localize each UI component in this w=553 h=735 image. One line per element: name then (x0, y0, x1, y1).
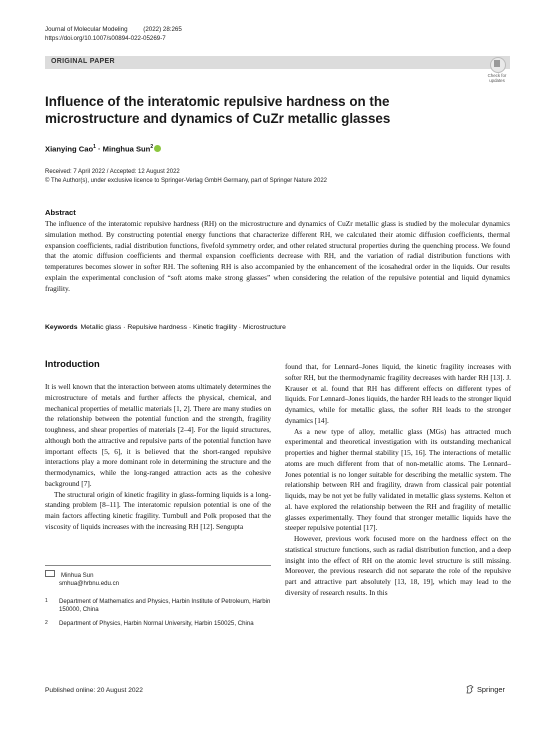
orcid-icon[interactable] (154, 145, 161, 152)
article-dates (45, 168, 327, 186)
affiliation-2 (45, 620, 259, 628)
affiliation-1-number: 1 (45, 598, 48, 604)
intro-paragraph-4: As a new type of alloy, metallic glass (MGs) has attracted much experimental and theoretical investigation with its outstanding mechanical properties and higher thermal stability [15, 16]. The interactions of metallic atoms are much different from that of non-metallic atoms. The Lennard–Jones potential is no longer suitable for describing the metallic system. The relationship between RH and fragility, drawn from classical pair potential liquids, may be not yet be fully validated in metallic glass systems. Kelton et al. have explored the relationship between the RH and fragility of metallic glasses experimentally. They found that stronger metallic liquids have the steeper repulsive potential [17]. (285, 426, 511, 533)
intro-paragraph-2: The structural origin of kinetic fragility in glass-forming liquids is a long-standing problem [8–11]. The interatomic repulsion potential is one of the main factors affecting kinetic fragility. Turnbull and Polk proposed that the viscosity of liquids increases with the increasing RH [12]. Sengupta (45, 489, 271, 531)
footnote-rule (45, 565, 271, 566)
introduction-heading: Introduction (45, 358, 100, 369)
publisher-logo[interactable] (466, 685, 505, 694)
intro-paragraph-1: It is well known that the interaction between atoms ultimately determines the microstructure of metals and further affects the physical, chemical, and mechanical properties of metallic materials [1, 2]. There are many studies on the relationship between the potential function and the strength, fragility toughness, and shear properties of materials [2–4]. For the liquid structures, although both the attractive and repulsive parts of the potential function have important effects [5, 6], it is believed that the short-ranged repulsive interactions play a more dominant role in determining the structure and the thermodynamics, while the long-ranged attraction acts as the cohesive background [7]. (45, 382, 271, 488)
publisher-name: Springer (477, 685, 505, 694)
published-online: Published online: 20 August 2022 (45, 687, 143, 694)
author-1[interactable]: Xianying Cao (45, 144, 94, 154)
journal-volume: (2022) 28:265 (143, 26, 182, 33)
author-2-affil: 2 (150, 144, 154, 150)
keywords (45, 324, 510, 331)
body-column-left (45, 382, 271, 533)
badge-line2: updates (489, 78, 505, 83)
abstract-heading: Abstract (45, 208, 76, 217)
check-for-updates-badge[interactable] (484, 57, 510, 87)
intro-paragraph-3: found that, for Lennard–Jones liquid, the kinetic fragility increases with softer RH, but the thermodynamic fragility decreases with harder RH [13]. J. Krauser et al. found that RH has different effects on different types of liquids. For Lennard–Jones liquids, the harder RH leads to the stronger liquid dynamics, while for metallic glass, the softer RH leads to the stronger dynamics [14]. (285, 362, 511, 425)
springer-horse-icon (466, 685, 474, 694)
author-list (45, 144, 161, 154)
journal-header (45, 25, 182, 43)
doi-link[interactable]: https://doi.org/10.1007/s00894-022-05269-7 (45, 35, 166, 42)
affiliation-1-text: Department of Mathematics and Physics, Harbin Institute of Petroleum, Harbin 150000, China (59, 598, 271, 614)
article-type-label: ORIGINAL PAPER (51, 58, 115, 65)
abstract-text: The influence of the interatomic repulsive hardness (RH) on the microstructure and dynamics of CuZr metallic glass is studied by the molecular dynamics simulation method. By constructing potential energy functions that characterize different RH, we calculated their atomic diffusion coefficients, thermal expansion coefficients, radial distribution functions, fivefold symmetry order, and other related structural properties during the quenching process. We found that the atomic diffusion coefficients and thermal expansion coefficients decrease with RH, and the variation of radial distribution functions with temperatures becomes slower in softer RH. The softening RH is also accompanied by the enhancement of the icosahedral order in the liquids. Our results explain the experimental conclusion of “soft atoms make strong glasses” when considering the relation of the repulsive potential and liquid dynamics fragility. (45, 219, 510, 293)
bookmark-icon (494, 60, 500, 67)
corresponding-name: Minhua Sun (61, 572, 94, 579)
affiliation-1 (45, 598, 271, 615)
corresponding-email[interactable]: smhua@hrbnu.edu.cn (59, 580, 120, 588)
keywords-list: Metallic glass · Repulsive hardness · Kinetic fragility · Microstructure (80, 324, 286, 331)
affiliation-2-text: Department of Physics, Harbin Normal University, Harbin 150025, China (59, 620, 254, 627)
corresponding-author (45, 570, 271, 589)
envelope-icon (45, 570, 55, 577)
author-2[interactable]: Minghua Sun (102, 144, 151, 154)
keywords-label: Keywords (45, 324, 78, 331)
paper-title: Influence of the interatomic repulsive hardness on the microstructure and dynamics of CuZr metallic glasses (45, 94, 391, 126)
badge-line1: Check for (487, 73, 507, 78)
author-1-affil: 1 (93, 144, 96, 150)
journal-name: Journal of Molecular Modeling (45, 26, 128, 33)
intro-paragraph-5: However, previous work focused more on the hardness effect on the statistical structure functions, such as radial distribution function, and a deep insight into the effect of RH on the atomic level structure is still missing. Moreover, the previous research did not separate the role of the repulsive part and attractive part absolutely [13, 18, 19], which may lead to the diversity of research results. In this (285, 534, 511, 597)
affiliation-2-number: 2 (45, 620, 48, 626)
copyright-line: © The Author(s), under exclusive licence to Springer-Verlag GmbH Germany, part of Springer Nature 2022 (45, 178, 327, 184)
received-accepted: Received: 7 April 2022 / Accepted: 12 August 2022 (45, 169, 180, 175)
body-column-right (285, 362, 511, 599)
author-separator: · (95, 144, 103, 154)
article-type-bar (45, 56, 510, 69)
